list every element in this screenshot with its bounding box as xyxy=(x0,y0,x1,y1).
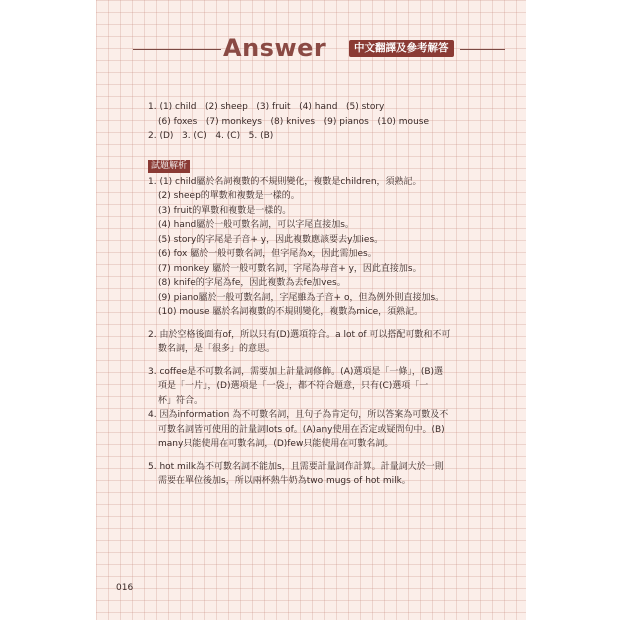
analysis-line: (8) knife的字尾為fe，因此複數為去fe加ves。 xyxy=(158,278,346,288)
analysis-heading-badge: 試題解析 xyxy=(148,160,190,173)
analysis-line: 項是「一片」，(D)選項是「一袋」，都不符合題意，只有(C)選項「一 xyxy=(158,381,429,391)
analysis-line: 1. (1) child屬於名詞複數的不規則變化，複數是children，須熟記。 xyxy=(148,176,422,187)
analysis-line: many只能使用在可數名詞，(D)few只能使用在可數名詞。 xyxy=(158,439,394,449)
analysis-line: 2. 由於空格後面有of，所以只有(D)選項符合。a lot of 可以搭配可數和不可 xyxy=(148,329,451,340)
answer-title: Answer xyxy=(223,34,327,62)
analysis-q4 xyxy=(148,408,508,452)
analysis-line: 杯」符合。 xyxy=(158,395,204,406)
answer-line-3: 2. (D) 3. (C) 4. (C) 5. (B) xyxy=(148,131,274,141)
page-number: 016 xyxy=(116,583,134,593)
analysis-q3 xyxy=(148,365,508,409)
answer-subtitle-badge: 中文翻譯及參考解答 xyxy=(349,40,454,57)
analysis-line: (9) piano屬於一般可數名詞，字尾雖為子音+ o，但為例外則直接加s。 xyxy=(158,292,445,303)
analysis-q5 xyxy=(148,460,508,489)
analysis-line: (3) fruit的單數和複數是一樣的。 xyxy=(158,205,292,216)
analysis-line: 5. hot milk為不可數名詞不能加s，且需要計量詞作計算。計量詞大於一則 xyxy=(148,461,444,472)
answer-content xyxy=(148,100,508,489)
analysis-line: 需要在單位後加s，所以兩杯熱牛奶為two mugs of hot milk。 xyxy=(158,476,411,486)
analysis-line: 數名詞，是「很多」的意思。 xyxy=(158,344,276,354)
answer-header xyxy=(133,34,493,64)
analysis-line: (6) fox 屬於一般可數名詞，但字尾為x，因此需加es。 xyxy=(158,249,377,259)
analysis-line: 4. 因為information 為不可數名詞，且句子為肯定句，所以答案為可數及不 xyxy=(148,410,449,420)
answer-line-1: 1. (1) child (2) sheep (3) fruit (4) hand (5) story xyxy=(148,102,385,112)
analysis-q2 xyxy=(148,328,508,357)
analysis-line: (4) hand屬於一般可數名詞，可以字尾直接加s。 xyxy=(158,220,354,230)
header-rule-right xyxy=(460,49,505,50)
answer-line-2: (6) foxes (7) monkeys (8) knives (9) pianos (10) mouse xyxy=(158,116,429,127)
analysis-line: (2) sheep的單數和複數是一樣的。 xyxy=(158,191,300,201)
analysis-line: (5) story的字尾是子音+ y，因此複數應該要去y加ies。 xyxy=(158,234,384,245)
header-rule-left xyxy=(133,49,221,50)
analysis-line: 可數名詞皆可使用的計量詞lots of。(A)any使用在否定或疑問句中。(B) xyxy=(158,424,445,435)
analysis-q1 xyxy=(148,175,508,320)
answer-page xyxy=(96,0,526,620)
analysis-line: 3. coffee是不可數名詞，需要加上計量詞修飾。(A)選項是「一條」，(B)選 xyxy=(148,366,444,377)
analysis-line: (10) mouse 屬於名詞複數的不規則變化，複數為mice，須熟記。 xyxy=(158,307,424,317)
analysis-line: (7) monkey 屬於一般可數名詞，字尾為母音+ y，因此直接加s。 xyxy=(158,263,422,274)
